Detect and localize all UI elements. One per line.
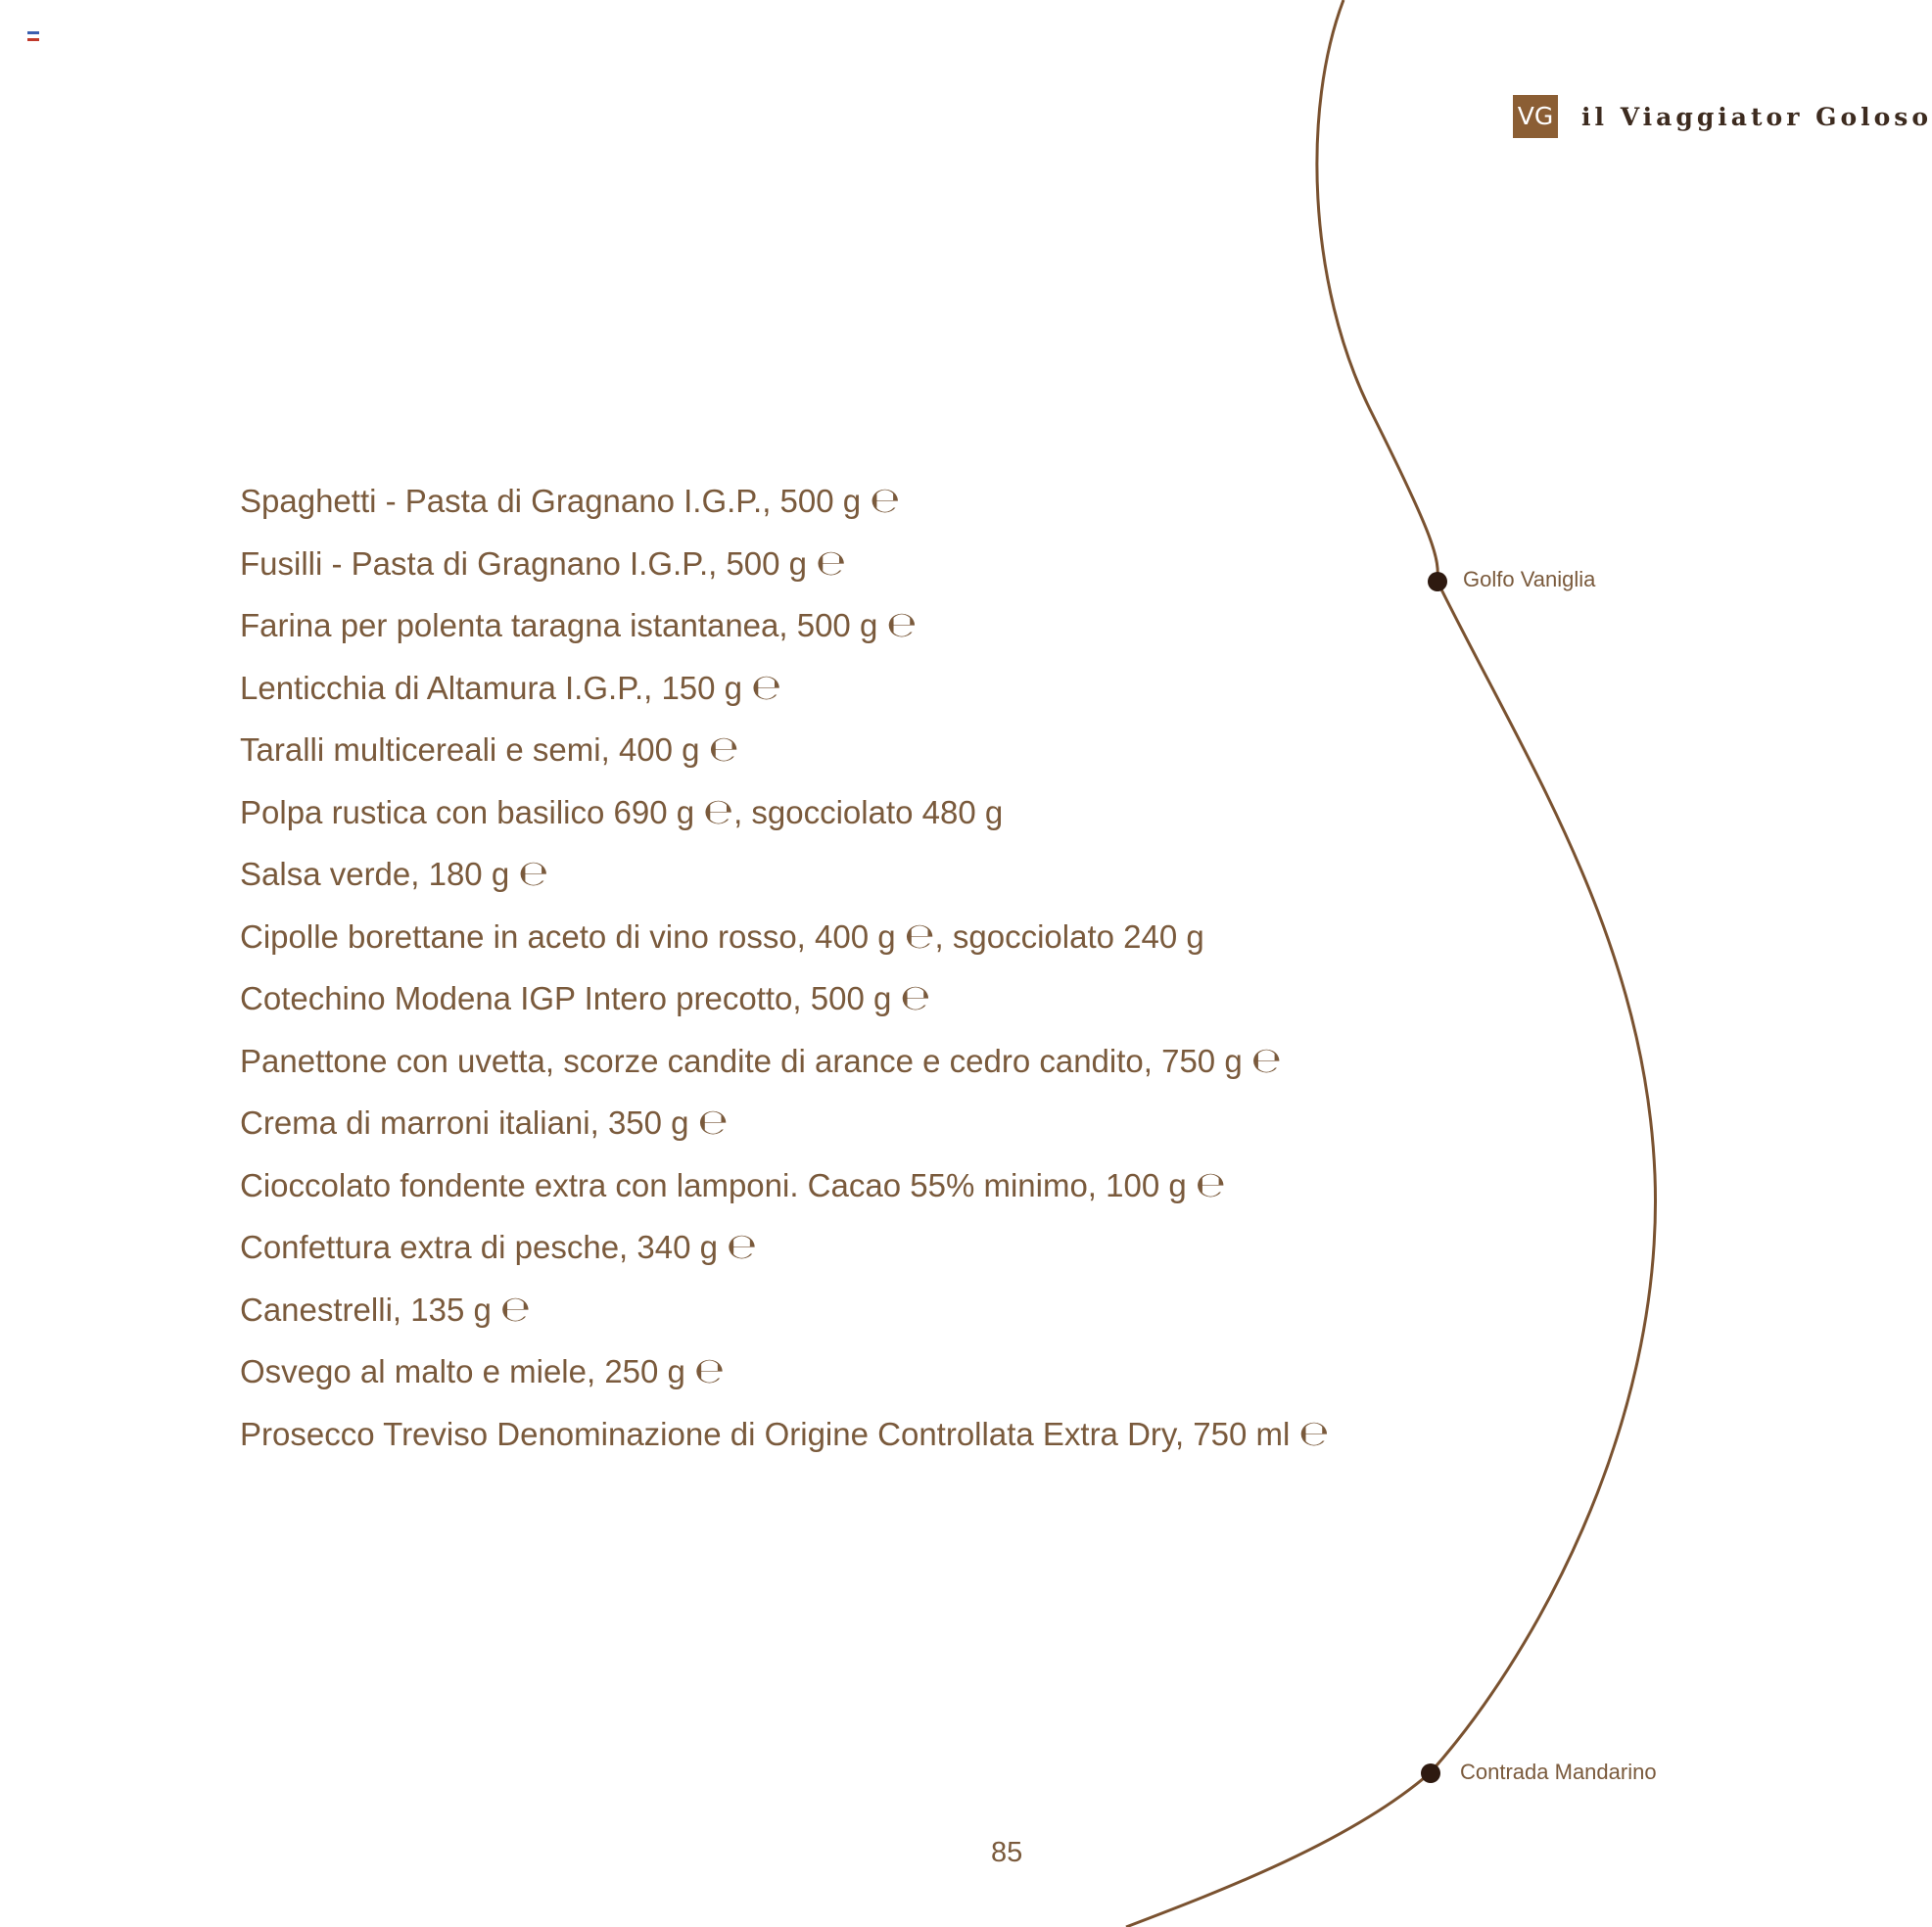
list-item [240, 719, 1329, 781]
product-text: Osvego al malto e miele, 250 g [240, 1353, 685, 1389]
list-item [240, 1216, 1329, 1279]
list-item [240, 1279, 1329, 1341]
page-number: 85 [991, 1837, 1023, 1868]
list-item [240, 1030, 1329, 1093]
list-item [240, 533, 1329, 595]
product-list [240, 470, 1329, 1465]
estimated-sign-icon: ℮ [500, 1289, 531, 1330]
route-stop-label-2: Contrada Mandarino [1460, 1760, 1657, 1784]
product-text: Cotechino Modena IGP Intero precotto, 500 g [240, 980, 892, 1016]
estimated-sign-icon: ℮ [708, 729, 739, 770]
route-stop-label-1: Golfo Vaniglia [1463, 567, 1596, 591]
product-text: Polpa rustica con basilico 690 g [240, 793, 695, 830]
list-item [240, 657, 1329, 720]
brand-header [1513, 95, 1932, 138]
estimated-sign-icon: ℮ [751, 667, 781, 708]
brand-name: il Viaggiator Goloso [1581, 102, 1932, 131]
list-item [240, 967, 1329, 1030]
product-suffix: , sgocciolato 240 g [934, 917, 1204, 955]
product-text: Taralli multicereali e semi, 400 g [240, 731, 700, 768]
list-item [240, 1154, 1329, 1217]
product-text: Fusilli - Pasta di Gragnano I.G.P., 500 g [240, 544, 808, 582]
estimated-sign-icon: ℮ [900, 978, 931, 1018]
estimated-sign-icon: ℮ [886, 605, 918, 645]
list-item [240, 781, 1329, 844]
estimated-sign-icon: ℮ [1298, 1413, 1330, 1454]
product-suffix: , sgocciolato 480 g [733, 793, 1004, 830]
estimated-sign-icon: ℮ [1195, 1164, 1226, 1205]
estimated-sign-icon: ℮ [703, 791, 734, 832]
product-text: Salsa verde, 180 g [240, 856, 510, 892]
route-stop-dot-2 [1421, 1763, 1440, 1783]
estimated-sign-icon: ℮ [697, 1103, 729, 1143]
product-text: Cipolle borettane in aceto di vino rosso, 400 g [240, 917, 896, 955]
product-text: Cioccolato fondente extra con lamponi. Cacao 55% minimo, 100 g [240, 1166, 1187, 1203]
product-text: Prosecco Treviso Denominazione di Origine Controllata Extra Dry, 750 ml [240, 1415, 1291, 1452]
estimated-sign-icon: ℮ [904, 916, 935, 957]
estimated-sign-icon: ℮ [727, 1227, 757, 1267]
list-item [240, 1340, 1329, 1403]
product-text: Crema di marroni italiani, 350 g [240, 1104, 689, 1141]
list-item [240, 1092, 1329, 1154]
estimated-sign-icon: ℮ [1250, 1040, 1282, 1081]
estimated-sign-icon: ℮ [870, 481, 901, 521]
estimated-sign-icon: ℮ [816, 542, 846, 584]
product-text: Panettone con uvetta, scorze candite di arance e cedro candito, 750 g [240, 1042, 1243, 1079]
brand-logo: VG [1513, 95, 1558, 138]
product-text: Farina per polenta taragna istantanea, 500 g [240, 607, 878, 643]
product-text: Spaghetti - Pasta di Gragnano I.G.P., 500 g [240, 483, 862, 519]
product-text: Lenticchia di Altamura I.G.P., 150 g [240, 669, 743, 706]
list-item [240, 470, 1329, 533]
list-item [240, 594, 1329, 657]
estimated-sign-icon: ℮ [518, 854, 549, 894]
list-item [240, 1403, 1329, 1466]
estimated-sign-icon: ℮ [694, 1351, 725, 1391]
product-text: Confettura extra di pesche, 340 g [240, 1229, 718, 1265]
product-text: Canestrelli, 135 g [240, 1291, 492, 1328]
list-item [240, 906, 1329, 968]
list-item [240, 843, 1329, 906]
route-stop-dot-1 [1428, 572, 1447, 591]
